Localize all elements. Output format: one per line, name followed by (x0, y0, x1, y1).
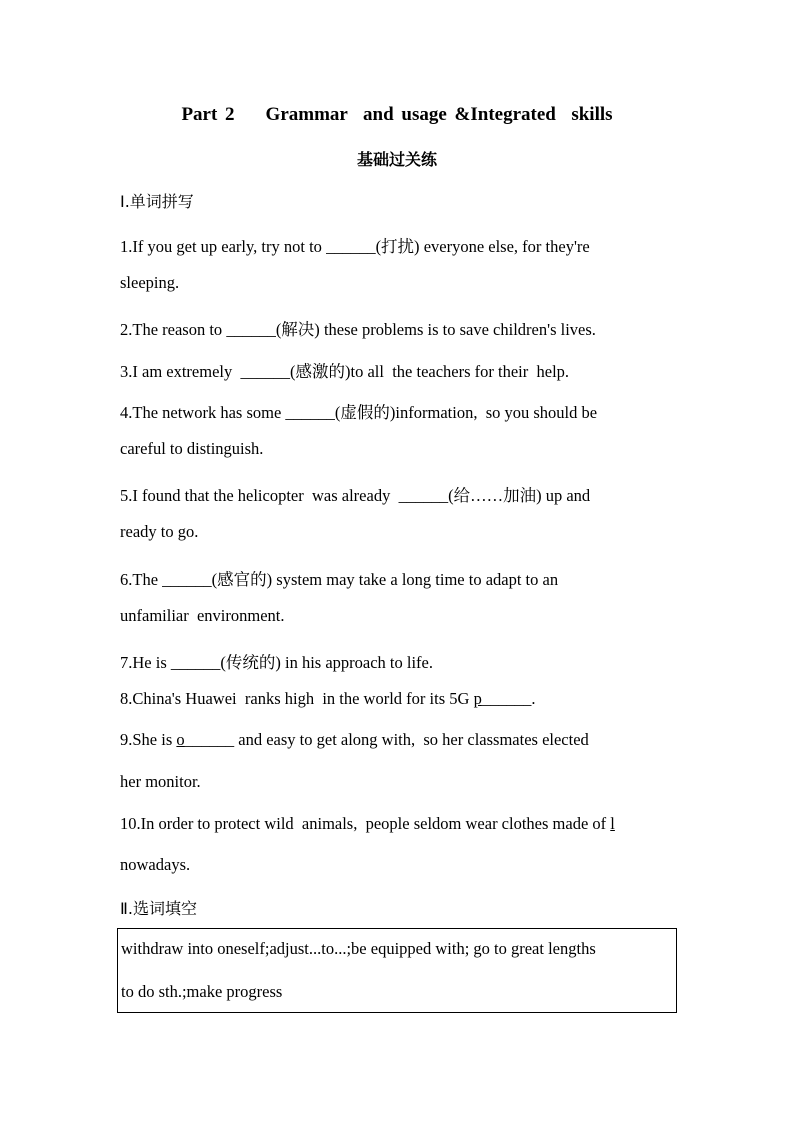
chinese-hint: (虚假的) (334, 403, 396, 422)
question-number: 7. (120, 653, 133, 672)
question-9-continuation: her monitor. (120, 772, 201, 791)
question-number: 6. (120, 570, 133, 589)
answer-blank[interactable]: ______ (398, 486, 449, 505)
answer-blank[interactable]: ______ (481, 689, 532, 708)
chinese-hint: (传统的) (220, 653, 281, 672)
question-10-continuation: nowadays. (120, 855, 191, 874)
question-number: 2. (120, 320, 133, 339)
question-text: The reason to (132, 320, 227, 339)
question-text: in his approach to life. (280, 653, 434, 672)
section-heading-word-choice: Ⅱ.选词填空 (120, 899, 197, 918)
initial-letter: o (176, 730, 185, 749)
question-text: and easy to get along with, so her classmates elected (234, 730, 589, 749)
initial-letter: p (473, 689, 482, 708)
question-text: up and (541, 486, 591, 505)
question-number: 3. (120, 362, 133, 381)
question-text: these problems is to save children's lives. (319, 320, 596, 339)
question-10 (120, 814, 615, 834)
question-3 (120, 358, 569, 382)
answer-blank[interactable]: ______ (184, 730, 235, 749)
answer-blank[interactable]: ______ (326, 237, 376, 256)
question-2 (120, 316, 596, 340)
chinese-hint: (给……加油) (448, 486, 542, 505)
question-8 (120, 689, 535, 709)
word-bank-line-2: to do sth.;make progress (121, 982, 283, 1001)
question-text: The network has some (132, 403, 286, 422)
chinese-hint: (感激的) (290, 362, 351, 381)
question-1-continuation: sleeping. (120, 273, 180, 292)
question-text: The (132, 570, 163, 589)
question-text: . (531, 689, 536, 708)
question-text: In order to protect wild animals, people seldom wear clothes made of (140, 814, 611, 833)
page-title: Part 2 Grammar and usage &Integrated skills (181, 104, 613, 125)
question-7 (120, 649, 433, 673)
word-bank-line-1: withdraw into oneself;adjust...to...;be equipped with; go to great lengths (121, 939, 596, 958)
chinese-hint: (感官的) (211, 570, 273, 589)
question-number: 4. (120, 403, 133, 422)
initial-letter: l (610, 814, 615, 833)
question-text: She is (132, 730, 177, 749)
section-heading-spelling: Ⅰ.单词拼写 (120, 192, 194, 211)
chinese-hint: (解决) (275, 320, 320, 339)
page-subtitle: 基础过关练 (356, 150, 437, 169)
question-6 (120, 566, 558, 590)
question-number: 9. (120, 730, 133, 749)
question-number: 10. (120, 814, 141, 833)
question-1 (120, 233, 590, 257)
question-text: If you get up early, try not to (132, 237, 327, 256)
question-text: He is (132, 653, 171, 672)
question-text: to all the teachers for their help. (350, 362, 570, 381)
question-4 (120, 399, 597, 423)
question-text: I found that the helicopter was already (132, 486, 399, 505)
question-text: China's Huawei ranks high in the world for its 5G (132, 689, 474, 708)
answer-blank[interactable]: ______ (226, 320, 276, 339)
question-number: 1. (120, 237, 133, 256)
answer-blank[interactable]: ______ (240, 362, 290, 381)
chinese-hint: (打扰) (375, 237, 420, 256)
question-number: 8. (120, 689, 133, 708)
answer-blank[interactable]: ______ (170, 653, 221, 672)
question-4-continuation: careful to distinguish. (120, 439, 264, 458)
answer-blank[interactable]: ______ (162, 570, 212, 589)
question-number: 5. (120, 486, 133, 505)
question-text: everyone else, for they're (419, 237, 590, 256)
question-5-continuation: ready to go. (120, 522, 199, 541)
question-6-continuation: unfamiliar environment. (120, 606, 285, 625)
question-text: information, so you should be (395, 403, 598, 422)
answer-blank[interactable]: ______ (285, 403, 335, 422)
question-text: I am extremely (132, 362, 241, 381)
word-bank-box (117, 928, 677, 1013)
question-9 (120, 730, 589, 750)
question-5 (120, 482, 590, 506)
question-text: system may take a long time to adapt to an (272, 570, 559, 589)
